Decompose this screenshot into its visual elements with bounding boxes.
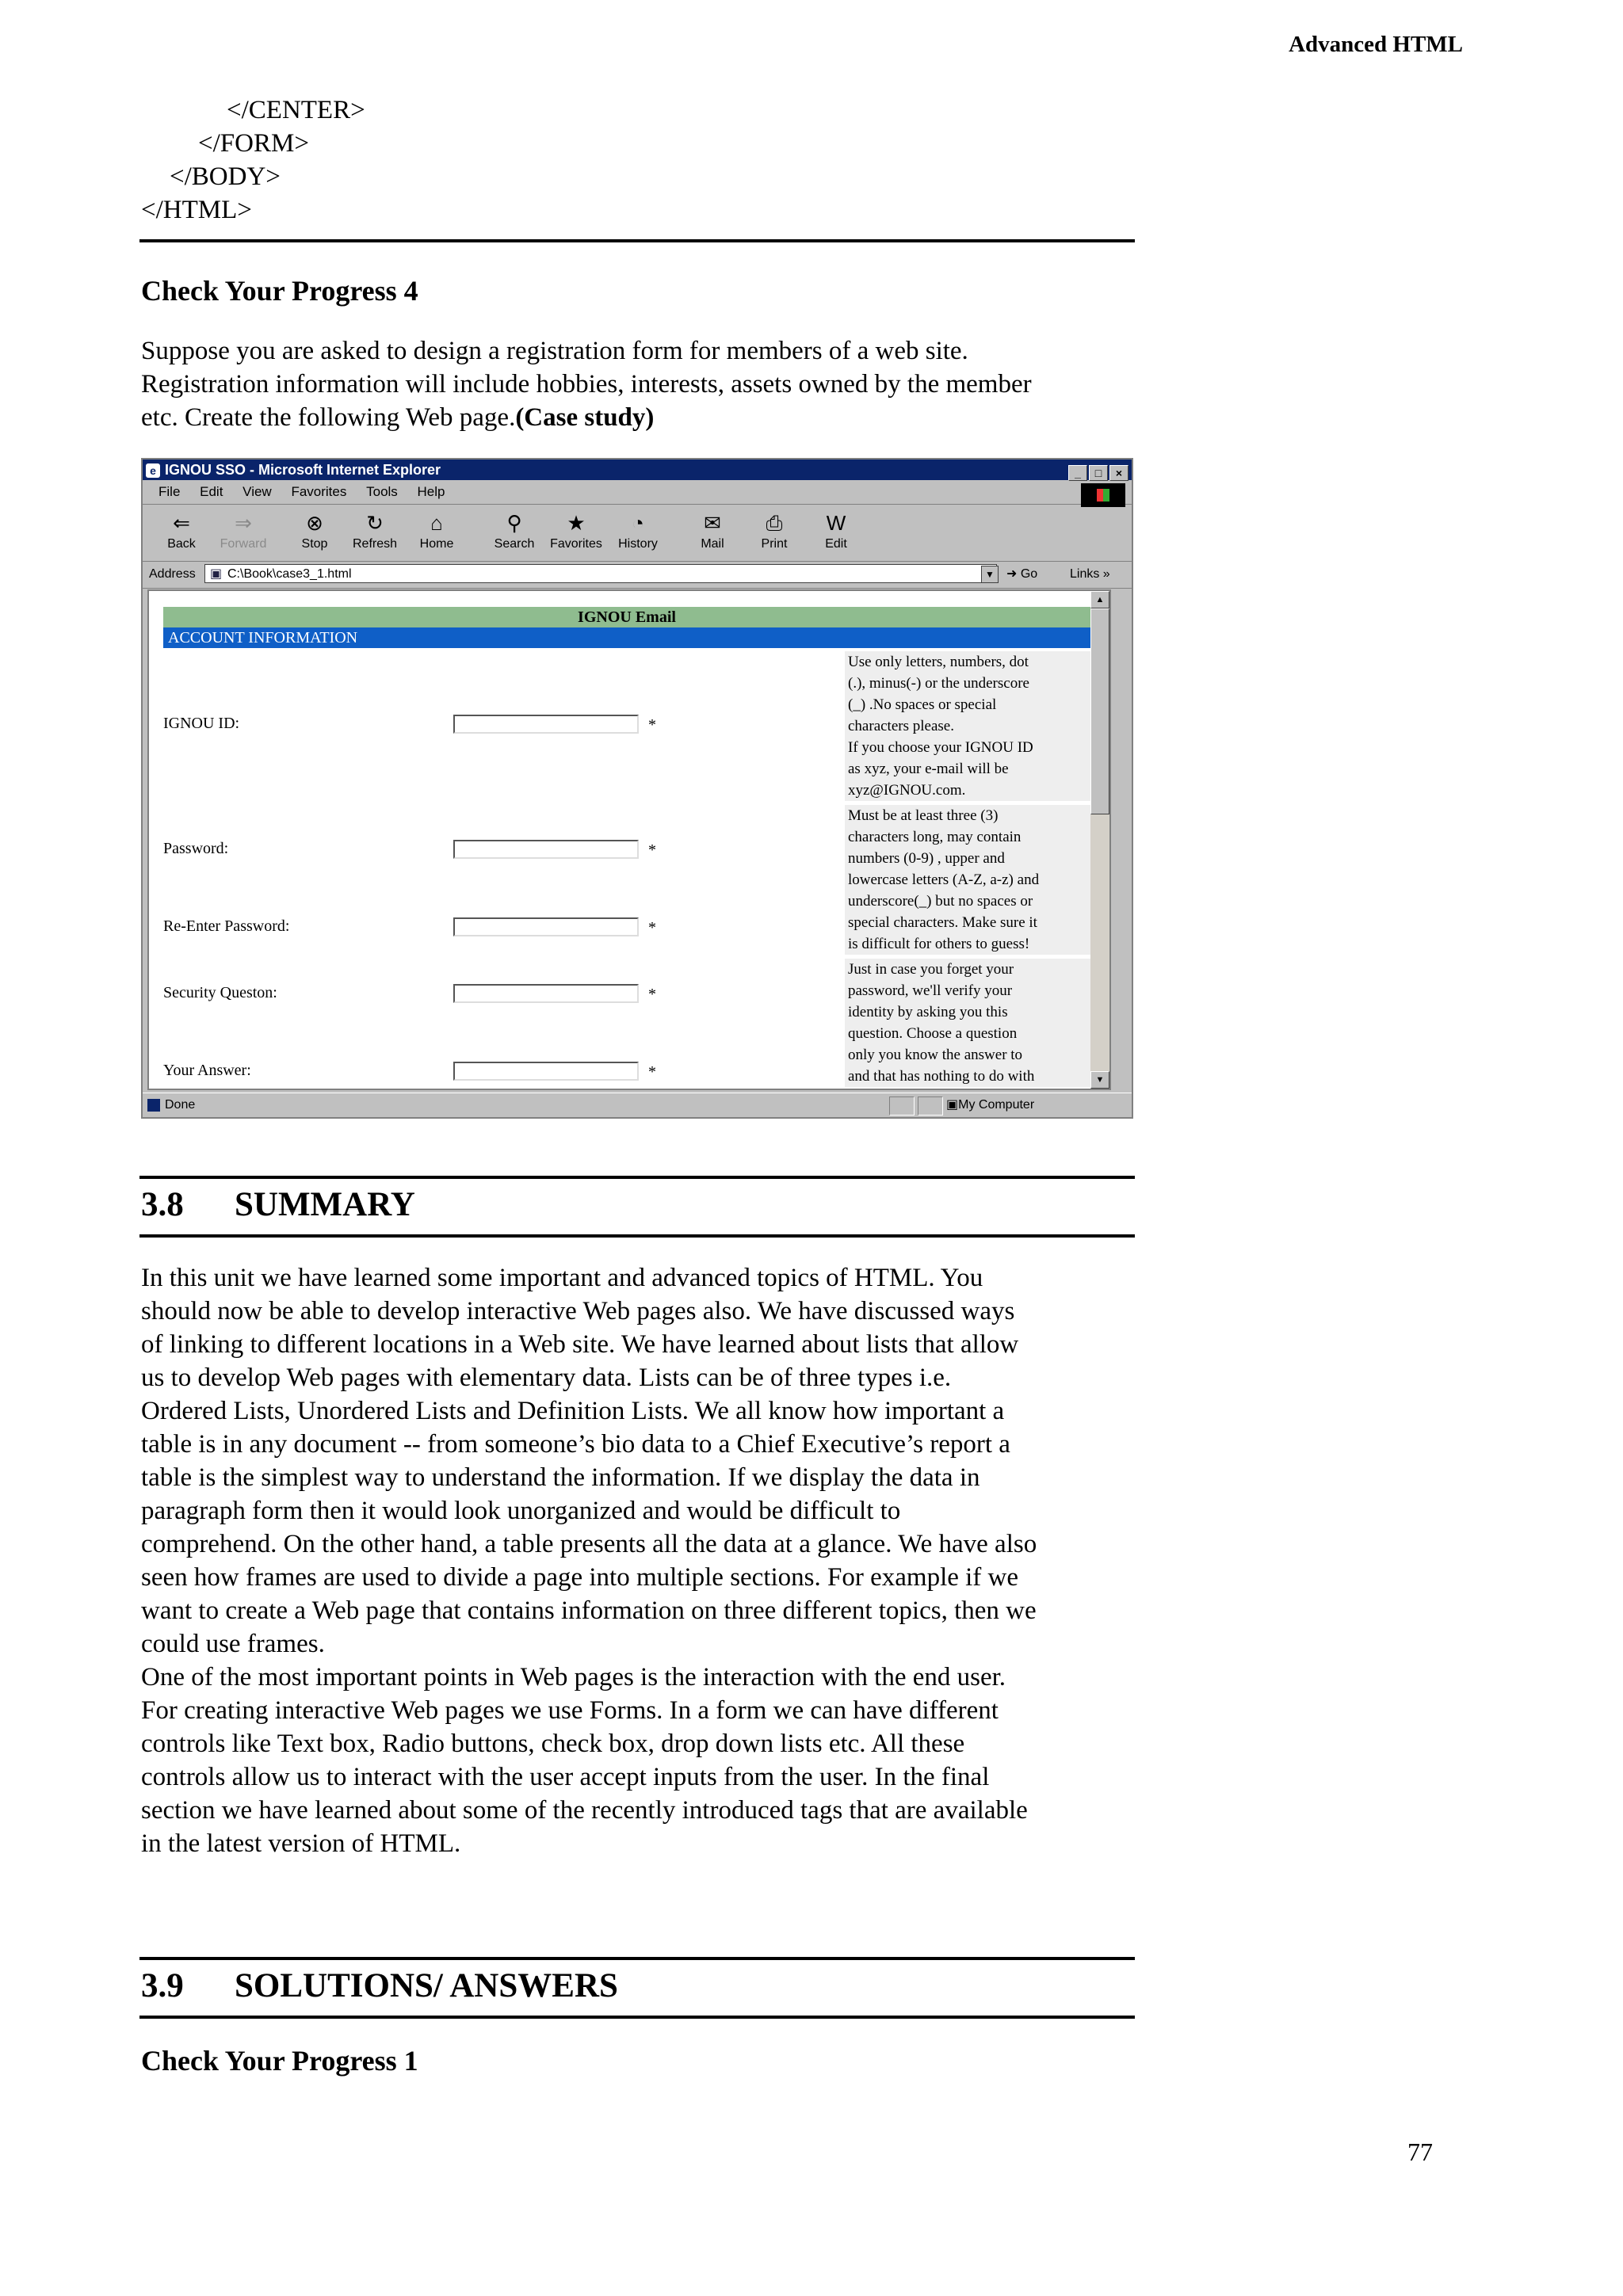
email-form	[163, 607, 1090, 1090]
help-line: and that has nothing to do with	[848, 1068, 1035, 1085]
browser-title: IGNOU SSO - Microsoft Internet Explorer	[165, 462, 441, 478]
back-button[interactable]	[154, 509, 209, 551]
forward-label: Forward	[220, 537, 267, 551]
go-label: Go	[1020, 567, 1038, 581]
security-question-input[interactable]	[453, 984, 639, 1003]
page-status-icon	[147, 1099, 160, 1112]
refresh-button[interactable]	[347, 509, 403, 551]
help-line: xyz@IGNOU.com.	[848, 782, 966, 799]
password-label: Password:	[163, 840, 229, 857]
para-line: One of the most important points in Web pages is the interaction with the end user.	[141, 1663, 1006, 1691]
para-line: of linking to different locations in a Web site. We have learned about lists that allow	[141, 1330, 1019, 1359]
ignou-id-label: IGNOU ID:	[163, 715, 240, 732]
required-mark: *	[648, 716, 656, 734]
mail-button[interactable]	[685, 509, 740, 551]
para-line: For creating interactive Web pages we use Forms. In a form we can have different	[141, 1696, 999, 1725]
ie-logo-icon: e	[146, 463, 160, 478]
edit-label: Edit	[825, 537, 847, 551]
para-line: us to develop Web pages with elementary data. Lists can be of three types i.e.	[141, 1363, 952, 1392]
reenter-password-input[interactable]	[453, 917, 639, 936]
divider	[139, 1957, 1135, 1960]
help-line: as xyz, your e-mail will be	[848, 761, 1009, 777]
help-line: numbers (0-9) , upper and	[848, 850, 1005, 867]
required-mark: *	[648, 841, 656, 859]
divider	[139, 2016, 1135, 2019]
stop-button[interactable]	[287, 509, 342, 551]
browser-titlebar	[143, 460, 1132, 480]
code-line: </FORM>	[198, 129, 309, 158]
running-header: Advanced HTML	[1289, 32, 1463, 57]
form-title: IGNOU Email	[163, 607, 1090, 627]
code-line: </HTML>	[141, 196, 252, 224]
windows-logo-icon	[1081, 483, 1125, 507]
summary-text	[141, 1261, 1148, 1860]
stop-label: Stop	[301, 537, 328, 551]
divider	[139, 239, 1135, 242]
back-label: Back	[167, 537, 196, 551]
para-line: section we have learned about some of the recently introduced tags that are available	[141, 1796, 1028, 1825]
help-line: Just in case you forget your	[848, 961, 1014, 978]
scroll-up-icon[interactable]: ▲	[1090, 591, 1109, 608]
home-label: Home	[419, 537, 454, 551]
summary-heading	[141, 1185, 415, 1224]
para-line: should now be able to develop interactive Web pages also. We have discussed ways	[141, 1297, 1015, 1325]
para-line: controls like Text box, Radio buttons, check box, drop down lists etc. All these	[141, 1730, 965, 1758]
required-mark: *	[648, 986, 656, 1003]
status-pane	[889, 1097, 915, 1116]
minimize-icon[interactable]: _	[1068, 465, 1087, 481]
favorites-button[interactable]	[548, 509, 604, 551]
help-line: is difficult for others to guess!	[848, 936, 1030, 952]
help-id	[845, 651, 1090, 801]
links-button[interactable]: Links »	[1070, 567, 1110, 581]
mail-label: Mail	[701, 537, 724, 551]
ignou-id-input[interactable]	[453, 715, 639, 734]
check-progress-1-heading: Check Your Progress 1	[141, 2045, 418, 2077]
history-label: History	[618, 537, 658, 551]
favorites-label: Favorites	[550, 537, 602, 551]
para-line: Ordered Lists, Unordered Lists and Definition Lists. We all know how important a	[141, 1397, 1005, 1425]
password-input[interactable]	[453, 840, 639, 859]
mail-icon: ✉	[704, 511, 721, 535]
print-button[interactable]	[747, 509, 802, 551]
browser-toolbar	[143, 505, 1132, 562]
search-icon: ⚲	[506, 511, 522, 535]
code-line: </BODY>	[170, 162, 281, 191]
history-button[interactable]	[610, 509, 666, 551]
para-line: Registration information will include hobbies, interests, assets owned by the member	[141, 370, 1032, 399]
status-pane	[918, 1097, 943, 1116]
forward-arrow-icon: ⇒	[235, 511, 252, 535]
check-progress-4-heading: Check Your Progress 4	[141, 275, 418, 307]
menu-help[interactable]: Help	[417, 484, 445, 499]
refresh-label: Refresh	[352, 537, 398, 551]
go-button[interactable]	[1006, 561, 1037, 588]
check-progress-4-text	[141, 334, 1148, 434]
edit-icon: W	[826, 511, 846, 535]
print-label: Print	[761, 537, 788, 551]
address-label: Address	[149, 567, 196, 581]
help-line: underscore(_) but no spaces or	[848, 893, 1033, 910]
code-snippet	[141, 93, 365, 227]
code-line: </CENTER>	[227, 96, 365, 124]
help-line: only you know the answer to	[848, 1047, 1023, 1063]
para-line: In this unit we have learned some important and advanced topics of HTML. You	[141, 1264, 983, 1292]
scroll-down-icon[interactable]: ▼	[1090, 1071, 1109, 1089]
required-mark: *	[648, 919, 656, 936]
stop-icon: ⊗	[306, 511, 323, 535]
go-arrow-icon: ➜	[1006, 567, 1021, 581]
page-viewport	[147, 589, 1111, 1090]
menu-file[interactable]: File	[158, 484, 181, 499]
refresh-icon: ↻	[366, 511, 384, 535]
section-title: SUMMARY	[235, 1186, 415, 1223]
history-icon: ◔	[632, 511, 644, 535]
divider	[139, 1176, 1135, 1179]
para-line: want to create a Web page that contains information on three different topics, then we	[141, 1596, 1037, 1625]
favorites-icon: ★	[567, 511, 586, 535]
forward-button[interactable]	[216, 509, 271, 551]
address-dropdown-icon[interactable]: ▼	[981, 566, 999, 583]
print-icon: ⎙	[766, 511, 783, 535]
help-line: identity by asking you this	[848, 1004, 1008, 1020]
para-line: table is the simplest way to understand the information. If we display the data in	[141, 1463, 980, 1492]
menu-edit[interactable]: Edit	[200, 484, 223, 499]
help-line: question. Choose a question	[848, 1025, 1018, 1042]
links-label: Links	[1070, 567, 1100, 581]
menu-favorites[interactable]: Favorites	[291, 484, 347, 499]
back-arrow-icon: ⇐	[173, 511, 190, 535]
help-line: Must be at least three (3)	[848, 807, 999, 824]
para-line	[141, 401, 1148, 434]
help-password	[845, 805, 1090, 955]
close-icon[interactable]: ×	[1109, 465, 1128, 481]
menu-tools[interactable]: Tools	[366, 484, 398, 499]
search-label: Search	[494, 537, 535, 551]
para-line: could use frames.	[141, 1630, 325, 1658]
section-number: 3.9	[141, 1967, 184, 2004]
home-button[interactable]	[409, 509, 464, 551]
help-line: Use only letters, numbers, dot	[848, 654, 1029, 670]
section-title: SOLUTIONS/ ANSWERS	[235, 1967, 618, 2004]
divider	[139, 1234, 1135, 1238]
status-bar	[143, 1093, 1132, 1117]
help-line: (_) .No spaces or special	[848, 696, 997, 713]
status-text: Done	[165, 1098, 196, 1112]
para-line: controls allow us to interact with the user accept inputs from the user. In the final	[141, 1763, 990, 1791]
help-line: password, we'll verify your	[848, 982, 1013, 999]
your-answer-input[interactable]	[453, 1062, 639, 1081]
case-study-label: (Case study)	[515, 403, 655, 432]
para-line: table is in any document -- from someone’s bio data to a Chief Executive’s report a	[141, 1430, 1010, 1459]
security-question-label: Security Queston:	[163, 984, 277, 1001]
solutions-heading	[141, 1966, 618, 2005]
vertical-scrollbar[interactable]	[1090, 591, 1109, 1089]
reenter-password-label: Re-Enter Password:	[163, 917, 290, 935]
help-line: characters long, may contain	[848, 829, 1022, 845]
your-answer-label: Your Answer:	[163, 1062, 251, 1079]
para-line: in the latest version of HTML.	[141, 1829, 461, 1858]
help-security	[845, 959, 1090, 1087]
para-text: etc. Create the following Web page.	[141, 403, 516, 432]
address-bar	[143, 561, 1132, 589]
para-line: comprehend. On the other hand, a table presents all the data at a glance. We have also	[141, 1530, 1037, 1558]
help-line: special characters. Make sure it	[848, 914, 1037, 931]
help-line: characters please.	[848, 718, 954, 734]
help-line: If you choose your IGNOU ID	[848, 739, 1033, 756]
page-number: 77	[1407, 2138, 1433, 2166]
address-input[interactable]: ▣ C:\Book\case3_1.html	[204, 564, 997, 583]
edit-button[interactable]	[808, 509, 864, 551]
home-icon: ⌂	[430, 511, 443, 535]
zone-text: ▣ My Computer	[946, 1093, 1034, 1117]
para-line: Suppose you are asked to design a registration form for members of a web site.	[141, 337, 968, 365]
menu-bar	[143, 480, 1132, 505]
search-button[interactable]	[487, 509, 542, 551]
maximize-icon[interactable]: □	[1089, 465, 1108, 481]
para-line: seen how frames are used to divide a page into multiple sections. For example if we	[141, 1563, 1019, 1592]
required-mark: *	[648, 1063, 656, 1081]
scroll-thumb[interactable]	[1090, 608, 1109, 814]
para-line: paragraph form then it would look unorganized and would be difficult to	[141, 1497, 901, 1525]
form-body	[163, 648, 1090, 1090]
help-line: lowercase letters (A-Z, a-z) and	[848, 871, 1040, 888]
browser-screenshot	[141, 458, 1133, 1119]
menu-view[interactable]: View	[242, 484, 272, 499]
section-number: 3.8	[141, 1186, 184, 1223]
section-bar: ACCOUNT INFORMATION	[163, 627, 1090, 648]
help-line: (.), minus(-) or the underscore	[848, 675, 1029, 692]
